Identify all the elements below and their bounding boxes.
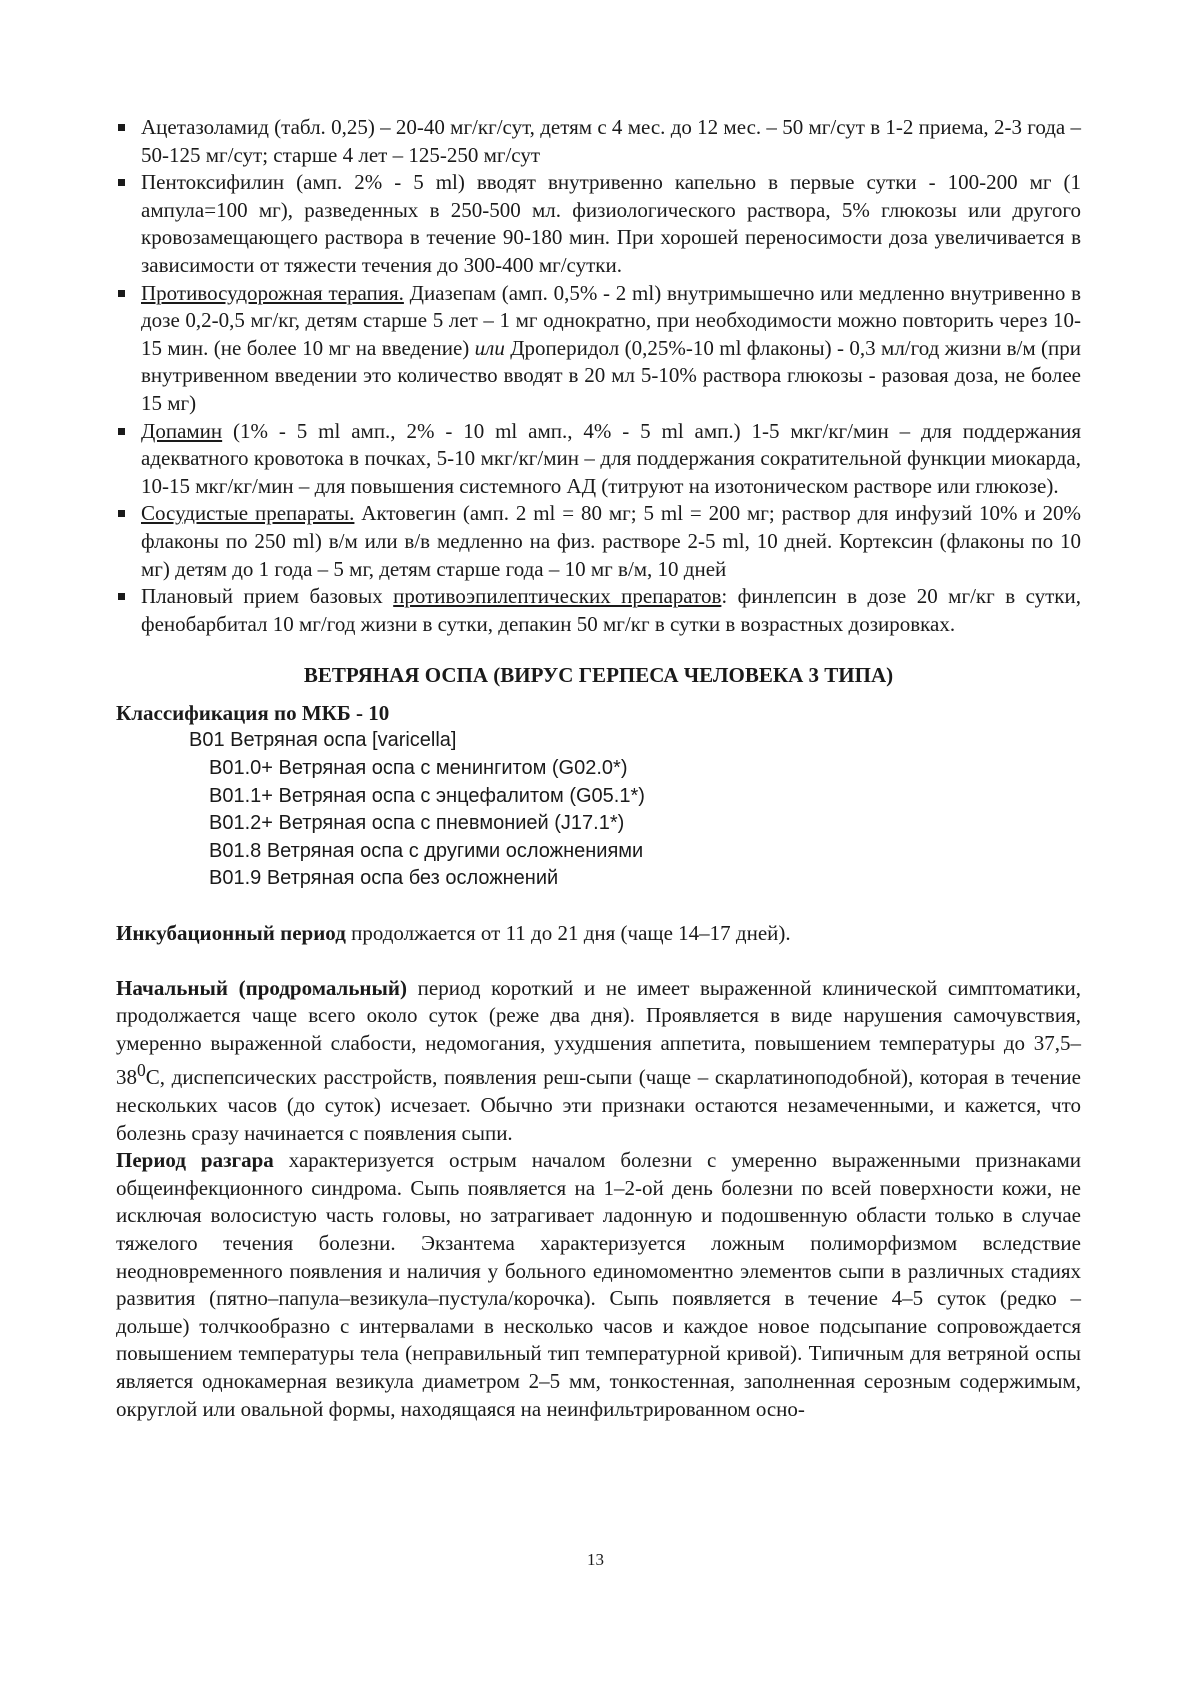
peak-term: Период разгара [116, 1148, 274, 1173]
list-item-label: противоэпилептических препаратов [393, 584, 722, 609]
icd-subcode: B01.2+ Ветряная оспа с пневмонией (J17.1*) [209, 812, 625, 835]
list-item-text: Дроперидол (0,25%-10 ml флаконы) - 0,3 мл/год жизни в/м (при внутривенном введении это количество вводят в 20 мл 5-10% раствора глюкозы - разовая доза, не более 15 мг) [141, 335, 1081, 415]
incubation-text: продолжается от 11 до 21 дня (чаще 14–17 дней). [345, 921, 791, 946]
peak-paragraph [116, 1147, 1081, 1423]
prodromal-term: Начальный (продромальный) [116, 975, 408, 1000]
list-item-text: Плановый прием базовых [141, 584, 394, 609]
page-number: 13 [587, 1550, 604, 1569]
icd-subcode: B01.0+ Ветряная оспа с менингитом (G02.0*) [209, 757, 628, 780]
list-item-text: Пентоксифилин (амп. 2% - 5 ml) вводят внутривенно капельно в первые сутки - 100-200 мг (1 ампула=100 мг), разведенных в 250-500 мл. физиологического раствора, 5% глюкозы или другого кровозамещающего раствора в течение 90-180 мин. При хорошей переносимости доза увеличивается в зависимости от тяжести течения до 300-400 мг/сутки. [141, 170, 1081, 277]
list-item-or-word: или [474, 335, 505, 360]
incubation-paragraph [116, 920, 1081, 948]
list-item-label: Сосудистые препараты. [141, 501, 355, 526]
list-item [116, 114, 1081, 169]
spacer [116, 948, 1081, 975]
list-item-text: Ацетазоламид (табл. 0,25) – 20-40 мг/кг/сут, детям с 4 мес. до 12 мес. – 50 мг/сут в 1-2 приема, 2-3 года – 50-125 мг/сут; старше 4 лет – 125-250 мг/сут [141, 115, 1081, 167]
icd-subcode: B01.9 Ветряная оспа без осложнений [209, 867, 559, 890]
bullet-square-icon [118, 124, 125, 131]
list-item-text: : финлепсин в дозе 20 мг/кг в сутки, фенобарбитал 10 мг/год жизни в сутки, депакин 50 мг/кг в сутки в возрастных дозировках. [141, 584, 1081, 636]
spacer [116, 893, 1081, 920]
list-item-label: Противосудорожная терапия. [141, 280, 404, 305]
bullet-square-icon [118, 428, 125, 435]
icd-subcode: B01.8 Ветряная оспа с другими осложнениями [209, 839, 644, 862]
peak-text: характеризуется острым началом болезни с умеренно выраженными признаками общеинфекционного синдрома. Сыпь появляется на 1–2-ой день болезни по всей поверхности кожи, не исключая волосистую часть головы, но затрагивает ладонную и подошвенную области только в случае тяжелого течения болезни. Экзантема характеризуется ложным полиморфизмом вследствие неодновременного появления и наличия у больного единомоментно элементов сыпи в различных стадиях развития (пятно–папула–везикула–пустула/корочка). Сыпь появляется в течение 4–5 суток (редко – дольше) толчкообразно с интервалами в несколько часов и каждое новое подсыпание сопровождается повышением температуры тела (неправильный тип температурной кривой). Типичным для ветряной оспы является однокамерная везикула диаметром 2–5 мм, тонкостенная, заполненная серозным содержимым, округлой или овальной формы, находящаяся на неинфильтрированном осно- [116, 1148, 1081, 1421]
list-item [116, 280, 1081, 418]
prodromal-paragraph [116, 975, 1081, 1148]
list-item [116, 418, 1081, 501]
treatment-list [116, 114, 1081, 638]
bullet-square-icon [118, 593, 125, 600]
prodromal-text: период короткий и не имеет выраженной клинической симптоматики, продолжается чаще всего около суток (реже два дня). Проявляется в виде нарушения самочувствия, умеренно выраженной слабости, недомогания, ухудшения аппетита, повышением температуры до 37,5–38 [116, 975, 1081, 1090]
list-item-label: Допамин [141, 418, 223, 443]
section-title: ВЕТРЯНАЯ ОСПА (ВИРУС ГЕРПЕСА ЧЕЛОВЕКА 3 ТИПА) [303, 663, 894, 688]
bullet-square-icon [118, 179, 125, 186]
bullet-square-icon [118, 290, 125, 297]
list-item [116, 583, 1081, 638]
list-item-text: Актовегин (амп. 2 ml = 80 мг; 5 ml = 200 мг; раствор для инфузий 10% и 20% флаконы по 250 ml) в/м или в/в медленно на физ. растворе 2-5 ml, 10 дней. Кортексин (флаконы по 10 мг) детям до 1 года – 5 мг, детям старше года – 10 мг в/м, 10 дней [141, 501, 1081, 581]
list-item [116, 169, 1081, 279]
classification-heading: Классификация по МКБ - 10 [116, 700, 390, 725]
list-item [116, 500, 1081, 583]
icd-main-code: B01 Ветряная оспа [varicella] [189, 729, 457, 752]
bullet-square-icon [118, 510, 125, 517]
incubation-term: Инкубационный период [116, 921, 346, 946]
degree-superscript: 0 [137, 1060, 146, 1081]
icd-subcode: B01.1+ Ветряная оспа с энцефалитом (G05.1*) [209, 784, 645, 807]
list-item-text: (1% - 5 ml амп., 2% - 10 ml амп., 4% - 5 ml амп.) 1-5 мкг/кг/мин – для поддержания адекватного кровотока в почках, 5-10 мкг/кг/мин – для поддержания сократительной функции миокарда, 10-15 мкг/кг/мин – для повышения системного АД (титруют на изотоническом растворе или глюкозе). [141, 418, 1081, 498]
prodromal-text: С, диспепсических расстройств, появления реш-сыпи (чаще – скарлатиноподобной), которая в течение нескольких часов (до суток) исчезает. Обычно эти признаки остаются незамеченными, и кажется, что болезнь сразу начинается с появления сыпи. [116, 1065, 1081, 1145]
list-item-text: Диазепам (амп. 0,5% - 2 ml) внутримышечно или медленно внутривенно в дозе 0,2-0,5 мг/кг, детям старше 5 лет – 1 мг однократно, при необходимости можно повторить через 10-15 мин. (не более 10 мг на введение) [141, 280, 1081, 360]
